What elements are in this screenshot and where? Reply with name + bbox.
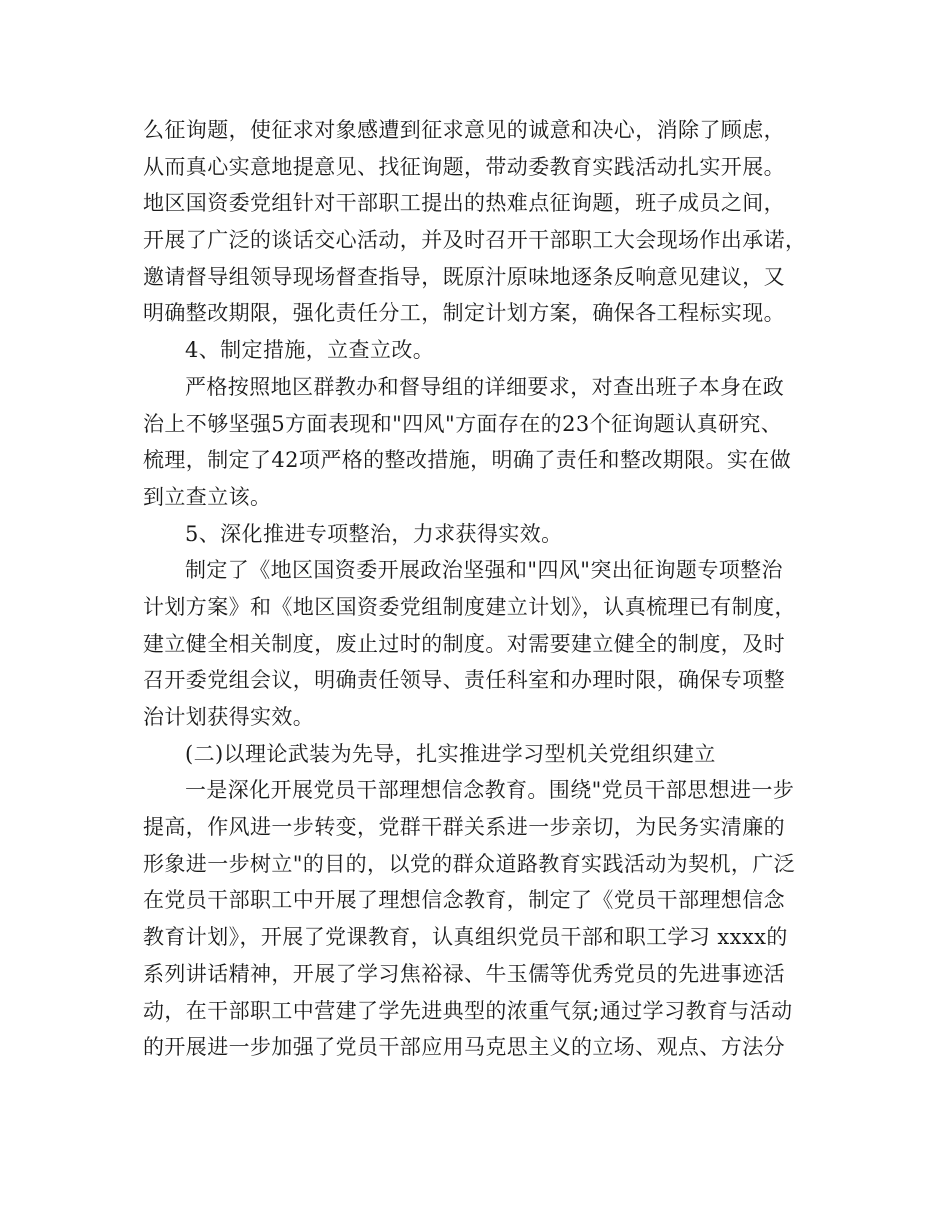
text-line: 地区国资委党组针对干部职工提出的热难点征询题，班子成员之间， [143,191,785,216]
text-line: 么征询题，使征求对象感遭到征求意见的诚意和决心，消除了顾虑， [143,118,785,142]
text-line: 建立健全相关制度，废止过时的制度。对需要建立健全的制度，及时 [143,631,785,656]
text-line: 在党员干部职工中开展了理想信念教育，制定了《党员干部理想信念 [143,888,785,913]
text-line: 从而真心实意地提意见、找征询题，带动委教育实践活动扎实开展。 [143,154,785,179]
text-line: 明确整改期限，强化责任分工，制定计划方案，确保各工程标实现。 [143,301,785,326]
text-line: (二)以理论武装为先导，扎实推进学习型机关党组织建立 [185,741,716,766]
text-line: 计划方案》和《地区国资委党组制度建立计划》，认真梳理已有制度， [143,594,796,619]
text-line: 制定了《地区国资委开展政治坚强和"四风"突出征询题专项整治 [185,558,783,583]
body-text [143,112,823,1066]
text-line: 形象进一步树立"的目的，以党的群众道路教育实践活动为契机，广泛 [143,851,796,876]
text-line: 4、制定措施，立查立改。 [185,338,435,363]
text-line: 5、深化推进专项整治，力求获得实效。 [185,521,563,546]
text-line: 动，在干部职工中营建了学先进典型的浓重气氛;通过学习教育与活动 [143,998,793,1023]
text-line: 系列讲话精神，开展了学习焦裕禄、牛玉儒等优秀党员的先进事迹活 [143,961,785,986]
text-line: 开展了广泛的谈话交心活动，并及时召开干部职工大会现场作出承诺， [143,228,807,253]
text-line: 治计划获得实效。 [143,705,315,729]
text-line: 到立查立该。 [143,484,272,509]
text-line: 提高，作风进一步转变，党群干群关系进一步亲切，为民务实清廉的 [143,815,785,840]
text-line: 召开委党组会议，明确责任领导、责任科室和办理时限，确保专项整 [143,668,785,693]
text-line: 的开展进一步加强了党员干部应用马克思主义的立场、观点、方法分 [143,1035,785,1060]
text-line: 治上不够坚强5方面表现和"四风"方面存在的23个征询题认真研究、 [143,411,783,436]
text-line: 一是深化开展党员干部理想信念教育。围绕"党员干部思想进一步 [185,778,795,803]
text-line: 教育计划》，开展了党课教育，认真组织党员干部和职工学习 xxxx的 [143,925,788,950]
text-line: 邀请督导组领导现场督查指导，既原汁原味地逐条反响意见建议，又 [143,264,785,289]
text-line: 严格按照地区群教办和督导组的详细要求，对查出班子本身在政 [185,374,785,399]
text-line: 梳理，制定了42项严格的整改措施，明确了责任和整改期限。实在做 [143,448,792,473]
